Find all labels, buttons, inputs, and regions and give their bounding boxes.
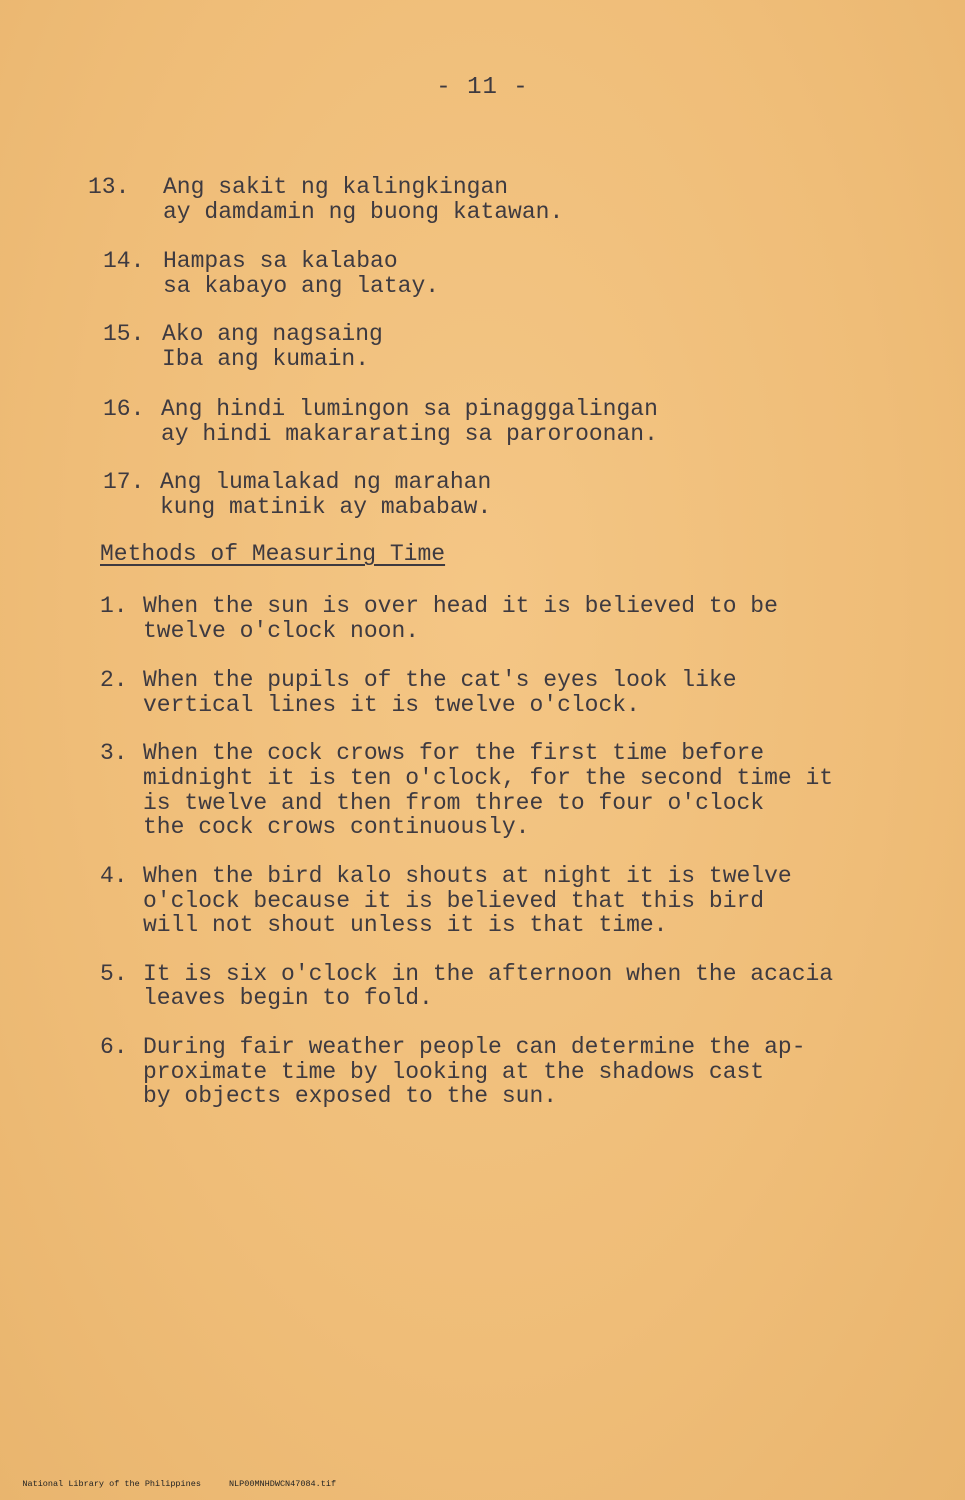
method-line: When the sun is over head it is believed to be [143, 593, 778, 619]
proverb-line: Ako ang nagsaing [162, 321, 383, 347]
method-line: is twelve and then from three to four o'clock [143, 790, 765, 816]
method-number: 1. [100, 593, 128, 619]
scan-footer [2, 1469, 364, 1499]
proverb-line: kung matinik ay mababaw. [160, 494, 492, 520]
method-line: When the pupils of the cat's eyes look like [143, 667, 737, 693]
proverb-number: 14. [103, 248, 145, 274]
method-line: midnight it is ten o'clock, for the second time it [143, 765, 834, 791]
method-line: will not shout unless it is that time. [143, 912, 668, 938]
method-line: o'clock because it is believed that this bird [143, 888, 765, 914]
proverb-number: 17. [103, 469, 145, 495]
proverb-line: Hampas sa kalabao [163, 248, 398, 274]
proverb-line: Ang hindi lumingon sa pinagggalingan [161, 396, 658, 422]
method-line: It is six o'clock in the afternoon when the acacia [143, 961, 834, 987]
proverb-number: 16. [103, 396, 145, 422]
method-number: 3. [100, 740, 128, 766]
proverb-line: ay hindi makararating sa paroroonan. [161, 421, 658, 447]
method-line: twelve o'clock noon. [143, 618, 420, 644]
footer-library: National Library of the Philippines [22, 1479, 201, 1489]
method-number: 2. [100, 667, 128, 693]
proverb-number: 15. [103, 321, 145, 347]
method-item [100, 1034, 806, 1182]
method-number: 4. [100, 863, 128, 889]
method-line: by objects exposed to the sun. [143, 1083, 558, 1109]
page-number: - 11 - [436, 74, 529, 101]
proverb-number: 13. [88, 174, 130, 200]
proverb-line: ay damdamin ng buong katawan. [163, 199, 564, 225]
proverb-line: Ang sakit ng kalingkingan [163, 174, 509, 200]
proverb-line: Iba ang kumain. [162, 346, 370, 372]
method-line: During fair weather people can determine the ap- [143, 1034, 806, 1060]
method-line: When the cock crows for the first time before [143, 740, 765, 766]
method-line: the cock crows continuously. [143, 814, 530, 840]
proverb-line: Ang lumalakad ng marahan [160, 469, 492, 495]
method-line: When the bird kalo shouts at night it is twelve [143, 863, 792, 889]
method-line: leaves begin to fold. [143, 985, 433, 1011]
method-line: vertical lines it is twelve o'clock. [143, 692, 640, 718]
section-heading: Methods of Measuring Time [100, 541, 446, 567]
proverb-line: sa kabayo ang latay. [163, 273, 440, 299]
method-number: 5. [100, 961, 128, 987]
method-line: proximate time by looking at the shadows cast [143, 1059, 765, 1085]
method-number: 6. [100, 1034, 128, 1060]
footer-file: NLP00MNHDWCN47084.tif [228, 1479, 337, 1489]
